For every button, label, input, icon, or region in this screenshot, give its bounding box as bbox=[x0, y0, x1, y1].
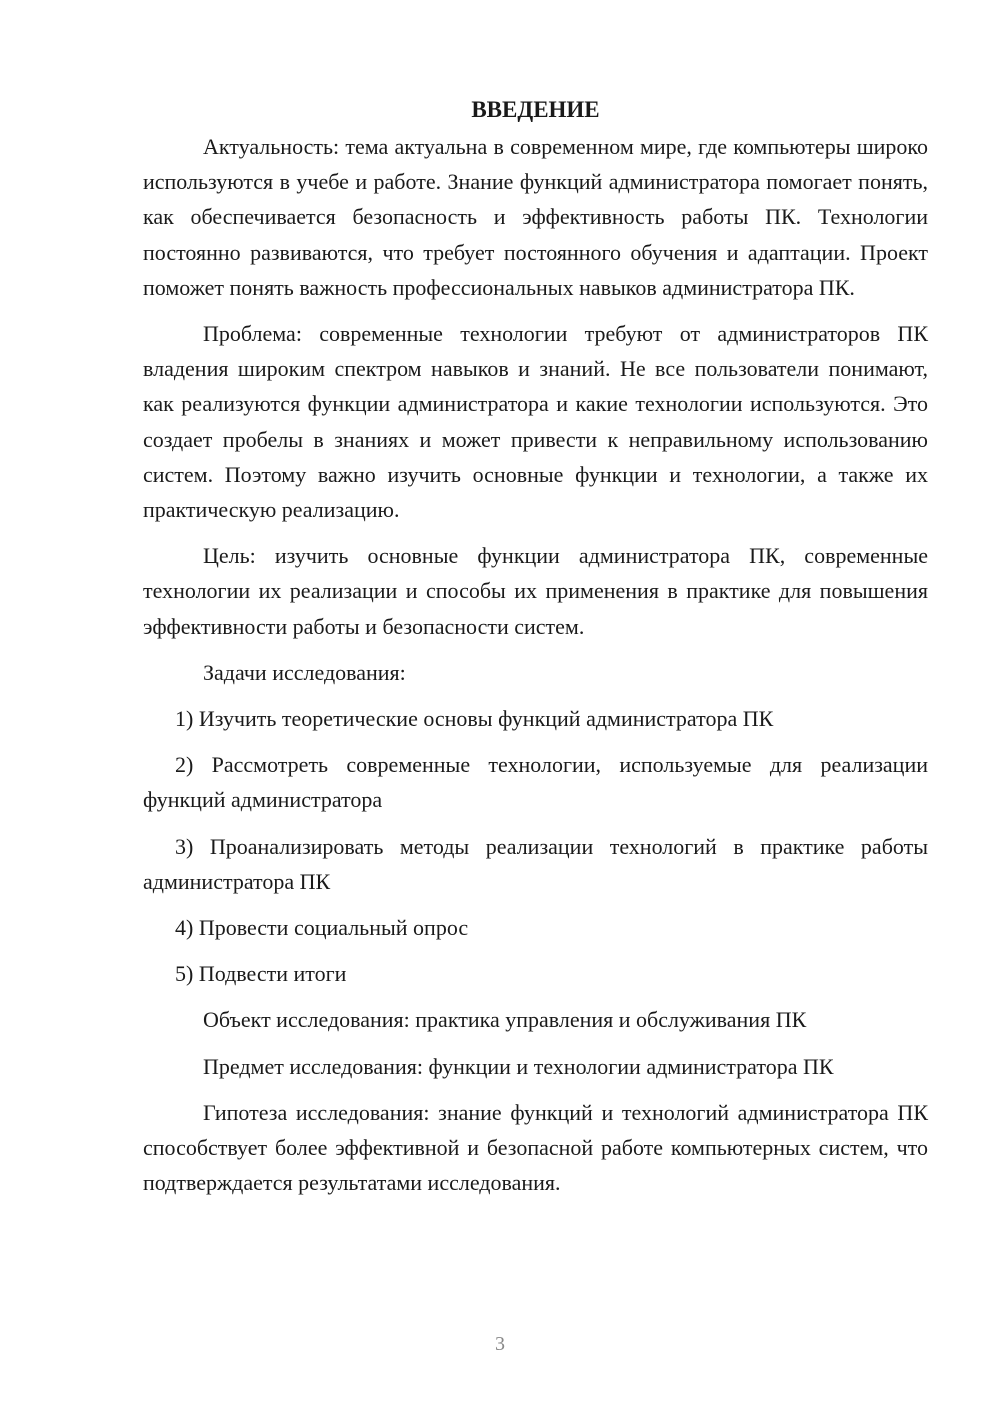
document-page bbox=[143, 92, 928, 1200]
task-item: 2) Рассмотреть современные технологии, используемые для реализации функций администратора bbox=[143, 752, 928, 813]
task-item: 3) Проанализировать методы реализации технологий в практике работы администратора ПК bbox=[143, 833, 928, 894]
task-item: 4) Провести социальный опрос bbox=[175, 915, 469, 941]
hypothesis-paragraph: Гипотеза исследования: знание функций и технологий администратора ПК способствует более эффективной и безопасной работе компьютерных систем, что подтверждается результатами исследования. bbox=[143, 1099, 928, 1196]
problem-paragraph: Проблема: современные технологии требуют от администраторов ПК владения широким спектром навыков и знаний. Не все пользователи понимают, как реализуются функции администратора и какие технологии используются. Это создает пробелы в знаниях и может привести к неправильному использованию систем. Поэтому важно изучить основные функции и технологии, а также их практическую реализацию. bbox=[143, 321, 928, 523]
relevance-paragraph: Актуальность: тема актуальна в современном мире, где компьютеры широко используются в учебе и работе. Знание функций администратора помогает понять, как обеспечивается безопасность и эффективность работы ПК. Технологии постоянно развиваются, что требует постоянного обучения и адаптации. Проект поможет понять важность профессиональных навыков администратора ПК. bbox=[143, 134, 928, 300]
page-title: ВВЕДЕНИЕ bbox=[471, 97, 600, 122]
task-item: 5) Подвести итоги bbox=[175, 961, 347, 987]
task-item: 1) Изучить теоретические основы функций администратора ПК bbox=[175, 706, 774, 732]
page-number: 3 bbox=[495, 1333, 505, 1355]
tasks-heading: Задачи исследования: bbox=[203, 659, 406, 685]
subject-paragraph: Предмет исследования: функции и технологии администратора ПК bbox=[203, 1053, 834, 1079]
goal-paragraph: Цель: изучить основные функции администратора ПК, современные технологии их реализации и способы их применения в практике для повышения эффективности работы и безопасности систем. bbox=[143, 543, 928, 639]
object-paragraph: Объект исследования: практика управления и обслуживания ПК bbox=[203, 1007, 807, 1033]
